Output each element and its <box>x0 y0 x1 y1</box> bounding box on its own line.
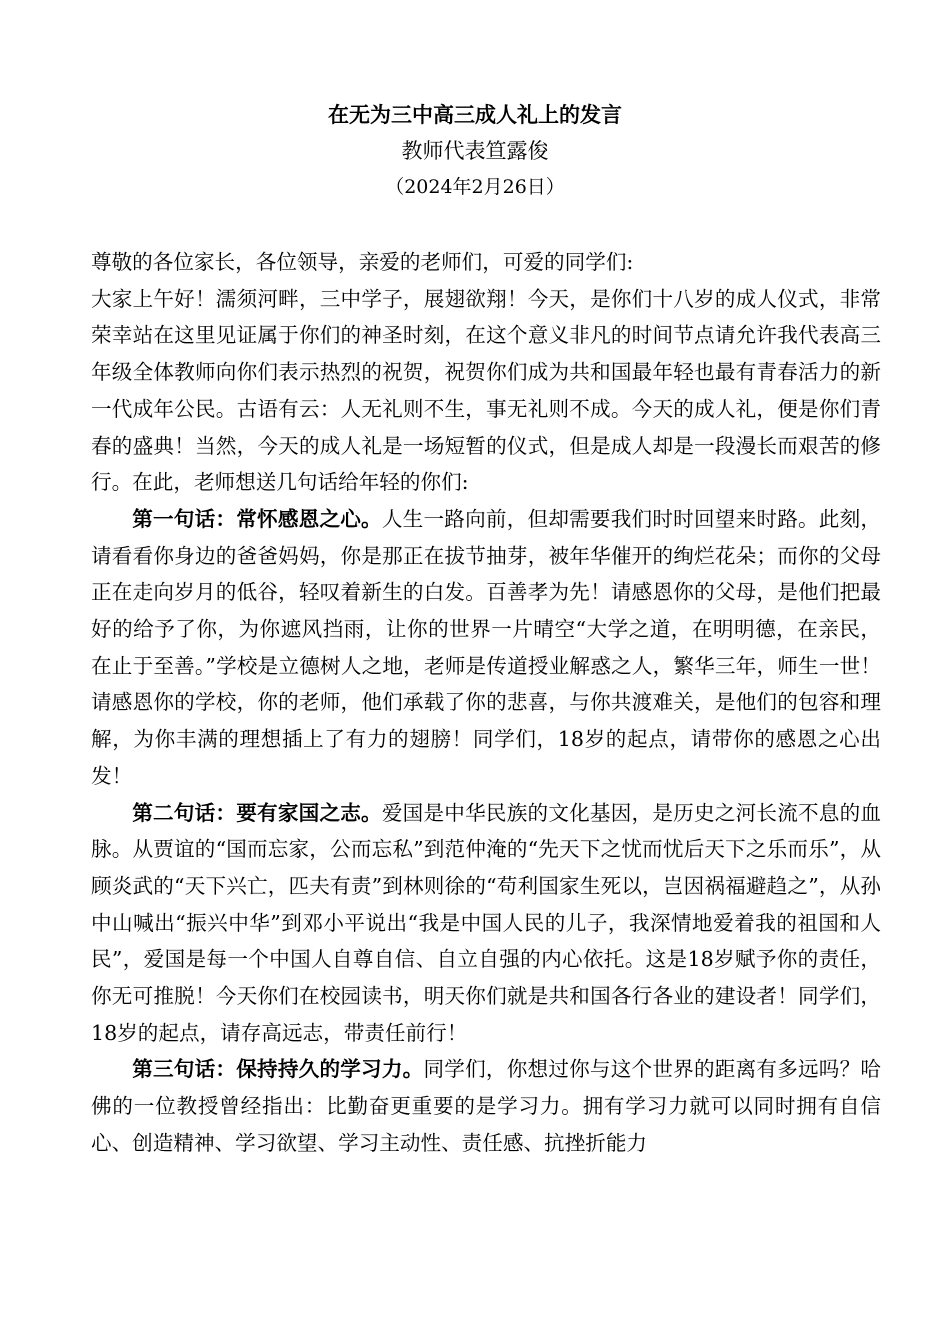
intro-paragraph: 大家上午好！濡须河畔，三中学子，展翅欲翔！今天，是你们十八岁的成人仪式，非常荣幸站在这里见证属于你们的神圣时刻，在这个意义非凡的时间节点请允许我代表高三年级全体教师向你们表示热烈的祝贺，祝贺你们成为共和国最年轻也最有青春活力的新一代成年公民。古语有云：人无礼则不生，事无礼则不成。今天的成人礼，便是你们青春的盛典！当然，今天的成人礼是一场短暂的仪式，但是成人却是一段漫长而艰苦的修行。在此，老师想送几句话给年轻的你们: <box>91 286 881 495</box>
section-lead-1: 第一句话：常怀感恩之心。 <box>132 506 382 531</box>
section-paragraph-2 <box>91 795 881 1052</box>
section-paragraph-3 <box>91 1051 881 1161</box>
document-date: （2024年2月26日） <box>385 176 565 198</box>
section-text-3: 同学们，你想过你与这个世界的距离有多远吗？哈佛的一位教授曾经指出：比勤奋更重要的是学习力。拥有学习力就可以同时拥有自信心、创造精神、学习欲望、学习主动性、责任感、抗挫折能力 <box>91 1057 882 1155</box>
document-body <box>91 244 881 1162</box>
section-lead-2: 第二句话：要有家国之志。 <box>132 800 382 825</box>
section-text-2: 爱国是中华民族的文化基因，是历史之河长流不息的血脉。从贾谊的“国而忘家，公而忘私”到范仲淹的“先天下之忧而忧后天下之乐而乐”，从顾炎武的“天下兴亡，匹夫有责”到林则徐的“苟利国家生死以，岂因祸福避趋之”，从孙中山喊出“振兴中华”到邓小平说出“我是中国人民的儿子，我深情地爱着我的祖国和人民”，爱国是每一个中国人自尊自信、自立自强的内心依托。这是18岁赋予你的责任，你无可推脱！今天你们在校园读书，明天你们就是共和国各行各业的建设者！同学们，18岁的起点，请存高远志，带责任前行！ <box>91 800 882 1045</box>
section-lead-3: 第三句话：保持持久的学习力。 <box>132 1057 424 1082</box>
document-author: 教师代表笪露俊 <box>401 139 549 163</box>
section-paragraph-1 <box>91 501 881 795</box>
section-text-1: 人生一路向前，但却需要我们时时回望来时路。此刻，请看看你身边的爸爸妈妈，你是那正在拔节抽芽，被年华催开的绚烂花朵；而你的父母正在走向岁月的低谷，轻叹着新生的白发。百善孝为先！请感恩你的父母，是他们把最好的给予了你，为你遮风挡雨，让你的世界一片晴空“大学之道，在明明德，在亲民，在止于至善。”学校是立德树人之地，老师是传道授业解惑之人，繁华三年，师生一世！请感恩你的学校，你的老师，他们承载了你的悲喜，与你共渡难关，是他们的包容和理解，为你丰满的理想插上了有力的翅膀！同学们，18岁的起点，请带你的感恩之心出发！ <box>91 506 882 788</box>
document-title: 在无为三中高三成人礼上的发言 <box>328 102 622 127</box>
greeting-paragraph: 尊敬的各位家长，各位领导，亲爱的老师们，可爱的同学们: <box>91 250 634 274</box>
